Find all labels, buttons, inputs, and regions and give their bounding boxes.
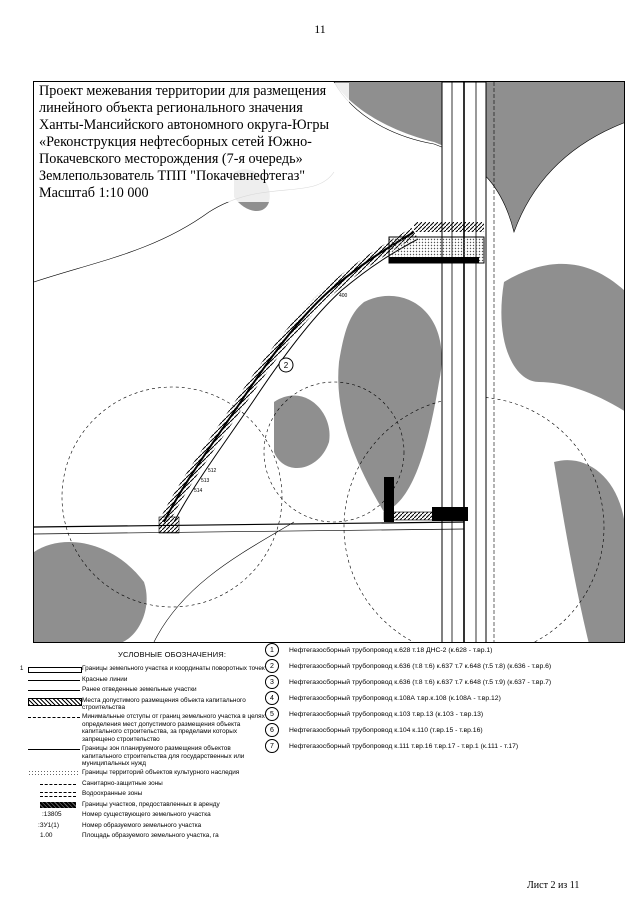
legend-symbol-dotted	[20, 769, 82, 778]
legend-item	[20, 832, 270, 841]
legend-text: Санитарно-защитные зоны	[82, 779, 163, 787]
legend-text: Номер образуемого земельного участка	[82, 821, 202, 829]
legend-item	[20, 713, 270, 743]
road-corridor	[442, 82, 494, 643]
legend-item	[20, 697, 270, 712]
pipeline-item	[265, 738, 625, 754]
legend-prefix: :ЗУ1(1)	[38, 821, 59, 829]
pipeline-text: Нефтегазосборный трубопровод к.108А т.вр.к.108 (к.108А - т.вр.12)	[289, 694, 501, 702]
map-label-513: 513	[201, 478, 210, 484]
pipeline-number: 2	[265, 659, 279, 673]
pipeline-item	[265, 690, 625, 706]
title-line: Ханты-Мансийского автономного округа-Югры	[39, 117, 330, 133]
legend-symbol-dashed	[20, 780, 82, 789]
legend-heading: УСЛОВНЫЕ ОБОЗНАЧЕНИЯ:	[118, 650, 227, 659]
pipeline-number: 1	[265, 643, 279, 657]
legend-symbol-text	[20, 832, 82, 841]
title-line: «Реконструкция нефтесборных сетей Южно-	[39, 134, 312, 150]
pipeline-item	[265, 658, 625, 674]
title-line: Покачевского месторождения (7-я очередь»	[39, 151, 303, 167]
title-line: Землепользователь ТПП "Покачевнефтегаз"	[39, 168, 306, 184]
pipeline-item	[265, 674, 625, 690]
legend-prefix: :13805	[42, 811, 62, 819]
pipeline-number: 3	[265, 675, 279, 689]
legend-prefix: 1.00	[40, 832, 53, 840]
legend-text: Красные линии	[82, 675, 128, 683]
legend	[20, 665, 270, 843]
route-marker	[279, 358, 293, 372]
pipeline-text: Нефтегазосборный трубопровод к.104 к.110 (т.вр.15 - т.вр.16)	[289, 726, 483, 734]
legend-symbol-thin-line	[20, 686, 82, 695]
legend-symbol-text	[20, 822, 82, 831]
pipeline-item	[265, 706, 625, 722]
legend-text: Границы зон планируемого размещения объектов капитального строительства для государственных или муниципальных нужд	[82, 745, 245, 768]
legend-text: Минимальные отступы от границ земельного участка в целях определения мест допустимого размещения объекта капитального строительства, за пределами которых запрещено строительство	[82, 713, 265, 743]
pipeline-number: 4	[265, 691, 279, 705]
legend-text: Границы территорий объектов культурного наследия	[82, 769, 240, 777]
pipeline-number: 5	[265, 707, 279, 721]
sheet-label: Лист 2 из 11	[527, 880, 580, 891]
map-title	[39, 83, 349, 202]
legend-text: Ранее отведенные земельные участки	[82, 686, 197, 693]
legend-text: Границы земельного участка и координаты поворотных точек	[82, 665, 265, 672]
legend-item	[20, 801, 270, 810]
legend-item	[20, 686, 270, 695]
legend-item	[20, 822, 270, 831]
pipeline-number: 6	[265, 723, 279, 737]
legend-symbol-boundary	[20, 665, 82, 674]
map-scale: Масштаб 1:10 000	[39, 185, 149, 201]
pipeline-text: Нефтегазосборный трубопровод к.103 т.вр.13 (к.103 - т.вр.13)	[289, 710, 484, 718]
legend-item	[20, 769, 270, 778]
legend-symbol-text	[20, 811, 82, 820]
pipeline-item	[265, 642, 625, 658]
legend-text: Номер существующего земельного участка	[82, 811, 211, 819]
legend-text: Места допустимого размещения объекта капитального строительства	[82, 696, 246, 712]
pipeline-text: Нефтегазосборный трубопровод к.111 т.вр.16 т.вр.17 - т.вр.1 (к.111 - т.17)	[289, 742, 519, 750]
title-line: линейного объекта регионального значения	[39, 100, 303, 116]
legend-text: Границы участков, предоставленных в аренду	[82, 800, 220, 808]
legend-prefix: 1	[20, 666, 24, 672]
legend-item	[20, 811, 270, 820]
legend-symbol-dash-dot	[20, 713, 82, 722]
legend-symbol-black-hatched	[20, 801, 82, 810]
pipeline-item	[265, 722, 625, 738]
pipeline-text: Нефтегазосборный трубопровод к.628 т.18 ДНС-2 (к.628 - т.вр.1)	[289, 646, 493, 654]
pipeline-number: 7	[265, 739, 279, 753]
legend-text: Водоохранные зоны	[82, 790, 143, 798]
title-line: Проект межевания территории для размещения	[39, 83, 327, 99]
legend-symbol-red-lines	[20, 676, 82, 685]
legend-symbol-planned-zone	[20, 745, 82, 754]
legend-item	[20, 676, 270, 685]
route-marker-label: 2	[283, 361, 289, 370]
map-label-512: 512	[208, 468, 217, 474]
map-label-400: 400	[339, 293, 348, 299]
pipeline-text: Нефтегазосборный трубопровод к.636 (т.8 т.6) к.637 т.7 к.648 (т.5 т.9) (к.637 - т.вр.7)	[289, 678, 552, 686]
page-number: 11	[314, 22, 326, 36]
pipeline-text: Нефтегазосборный трубопровод к.636 (т.8 т.6) к.637 т.7 к.648 (т.5 т.8) (к.636 - т.вр.6)	[289, 662, 552, 670]
legend-item	[20, 745, 270, 768]
legend-symbol-dashed-double	[20, 790, 82, 799]
legend-text: Площадь образуемого земельного участка, га	[82, 832, 219, 840]
map-label-514: 514	[194, 488, 203, 494]
pipeline-list	[265, 642, 625, 754]
legend-item	[20, 790, 270, 799]
legend-item	[20, 665, 270, 674]
legend-item	[20, 780, 270, 789]
legend-symbol-hatched	[20, 697, 82, 706]
